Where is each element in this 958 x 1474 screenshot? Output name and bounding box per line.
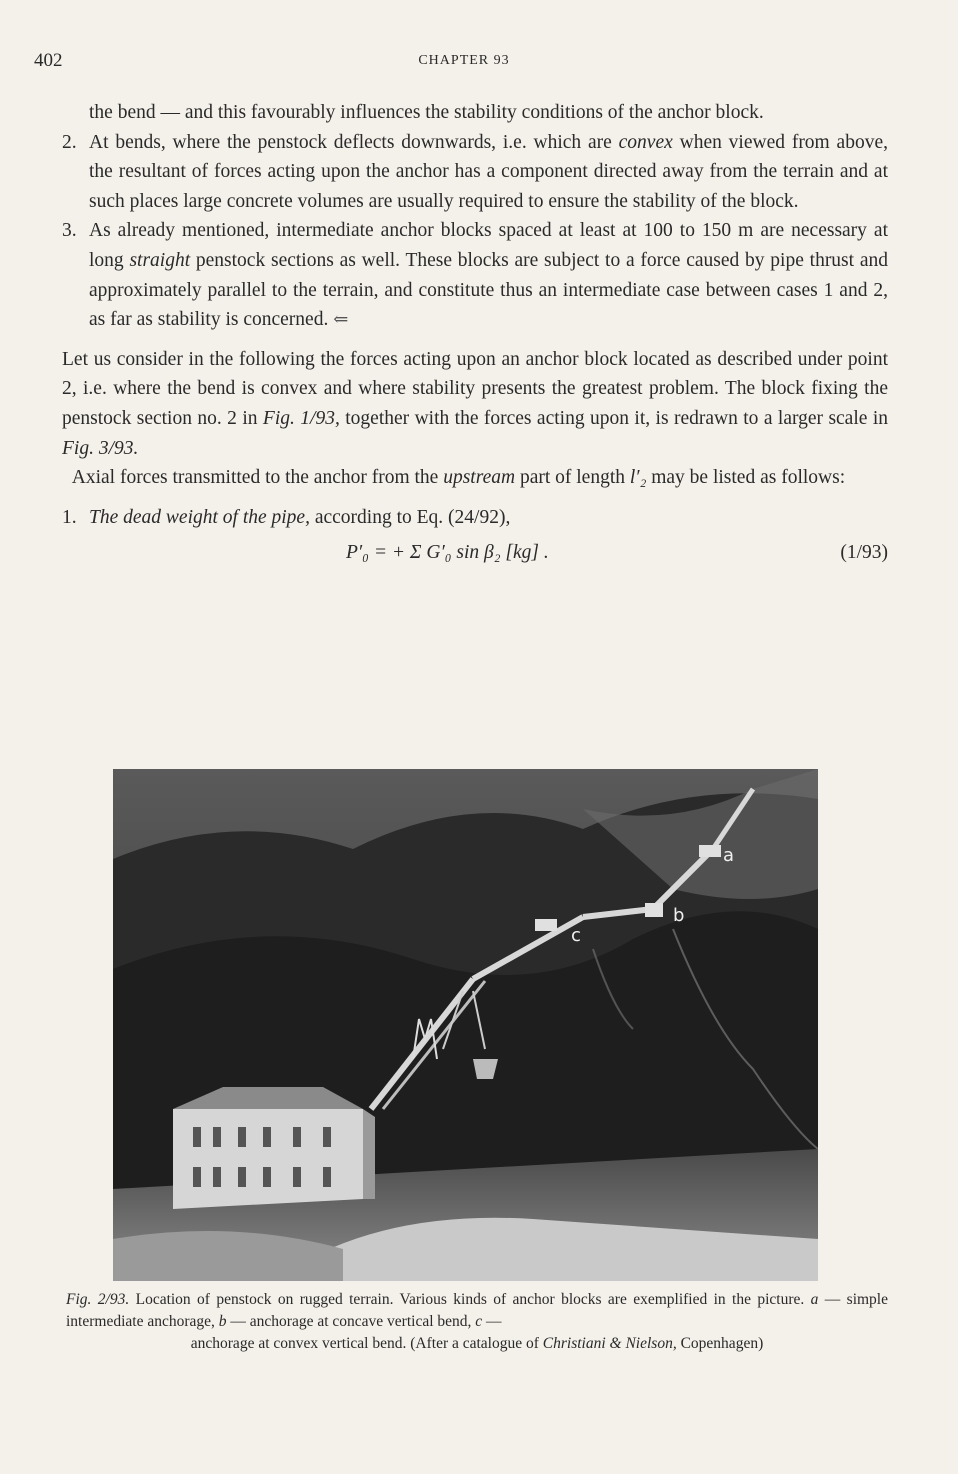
caption-last-line: anchorage at convex vertical bend. (After a catalogue of Christiani & Nielson, Copenhagen) <box>190 1335 764 1352</box>
list-number: 3. <box>62 220 77 242</box>
list-item-3 <box>62 216 888 334</box>
running-head: CHAPTER 93 <box>418 53 510 68</box>
handwritten-arrow-mark: ⇐ <box>333 309 349 330</box>
paragraph-consider: Let us consider in the following the forces acting upon an anchor block located as described under point 2, i.e. where the bend is convex and where stability presents the greatest problem. The block fixing the penstock section no. 2 in Fig. 1/93, together with the forces acting upon it, is redrawn to a larger scale in Fig. 3/93. <box>62 348 888 459</box>
figure-caption <box>66 1289 888 1355</box>
paragraph-continuation: the bend — and this favourably influences the stability conditions of the anchor block. <box>89 102 764 123</box>
figure-label-a: a <box>723 845 735 866</box>
equation-number: (1/93) <box>840 542 888 564</box>
figure-photo-penstock <box>113 769 818 1281</box>
list-number: 1. <box>62 506 77 528</box>
figure-label-b: b <box>673 905 685 926</box>
penstock-photo-illustration <box>113 769 818 1281</box>
body-text <box>62 98 888 572</box>
list-number: 2. <box>62 131 77 153</box>
list-text: The dead weight of the pipe, according to Eq. (24/92), <box>89 506 511 528</box>
page-header <box>34 50 894 74</box>
paragraph-axial-forces: Axial forces transmitted to the anchor from the upstream part of length l′₂ may be listed as follows: <box>71 467 846 489</box>
equation-row <box>62 538 888 572</box>
list-item-dead-weight <box>62 503 888 533</box>
list-text: As already mentioned, intermediate anchor blocks spaced at least at 100 to 150 m are necessary at long straight penstock sections as well. These blocks are subject to a force caused by pipe thrust and approximately parallel to the terrain, and constitute thus an intermediate case between cases 1 and 2, as far as stability is concerned. ⇐ <box>89 220 888 331</box>
equation: P′₀ = + Σ G′₀ sin β₂ [kg] . <box>346 542 549 564</box>
page-number: 402 <box>34 50 63 71</box>
caption-main: Fig. 2/93. Location of penstock on rugged terrain. Various kinds of anchor blocks are exemplified in the picture. a — simple intermediate anchorage, b — anchorage at concave vertical bend, c — <box>66 1291 888 1330</box>
list-text: At bends, where the penstock deflects downwards, i.e. which are convex when viewed from above, the resultant of forces acting upon the anchor has a component directed away from the terrain and at such places large concrete volumes are usually required to ensure the stability of the block. <box>89 131 888 212</box>
figure-label-c: c <box>571 925 581 946</box>
list-item-2 <box>62 128 888 217</box>
